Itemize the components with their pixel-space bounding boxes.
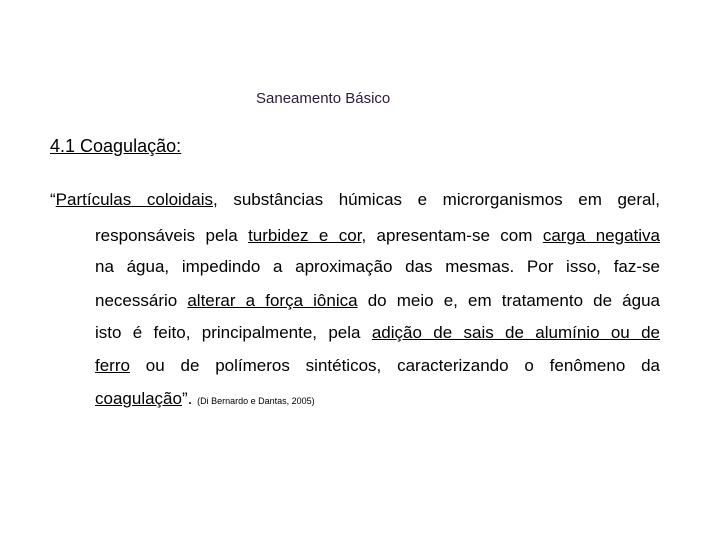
term-particulas: Partículas <box>55 190 132 209</box>
quote-line-5 <box>95 323 660 343</box>
quote-text: isto é feito, principalmente, pela <box>95 323 372 342</box>
citation: (Di Bernardo e Dantas, 2005) <box>197 396 315 406</box>
term-coagulacao: coagulação <box>95 389 182 408</box>
quote-line-3 <box>95 257 660 277</box>
quote-line-2 <box>95 226 660 246</box>
quote-line-1 <box>50 190 660 210</box>
quote-line-4 <box>95 291 660 311</box>
quote-line-7 <box>95 389 660 409</box>
open-quote: “ <box>50 190 56 209</box>
page-header-title: Saneamento Básico <box>256 90 391 107</box>
quote-text: responsáveis pela <box>95 226 249 245</box>
quote-text: , substâncias húmicas e microrganismos em geral, <box>213 190 660 209</box>
term-adicao-sais: adição de sais de alumínio ou de <box>371 323 661 342</box>
section-heading: 4.1 Coagulação: <box>50 136 182 156</box>
quote-text: ou de polímeros sintéticos, caracterizando o fenômeno da <box>129 356 660 375</box>
quote-text: na água, impedindo a aproximação das mesmas. Por isso, faz-se <box>95 257 660 276</box>
quote-line-6 <box>95 356 660 376</box>
quote-text: necessário <box>95 291 188 310</box>
term-space <box>131 190 147 209</box>
term-carga-negativa: carga negativa <box>542 226 660 245</box>
quote-text: , apresentam-se com <box>361 226 543 245</box>
term-turbidez-cor: turbidez e cor <box>248 226 362 245</box>
quote-text: do meio e, em tratamento de água <box>357 291 660 310</box>
term-ferro: ferro <box>95 356 130 375</box>
term-forca-ionica: alterar a força iônica <box>187 291 358 310</box>
term-coloidais: coloidais <box>146 190 214 209</box>
close-quote: ”. <box>181 389 198 408</box>
